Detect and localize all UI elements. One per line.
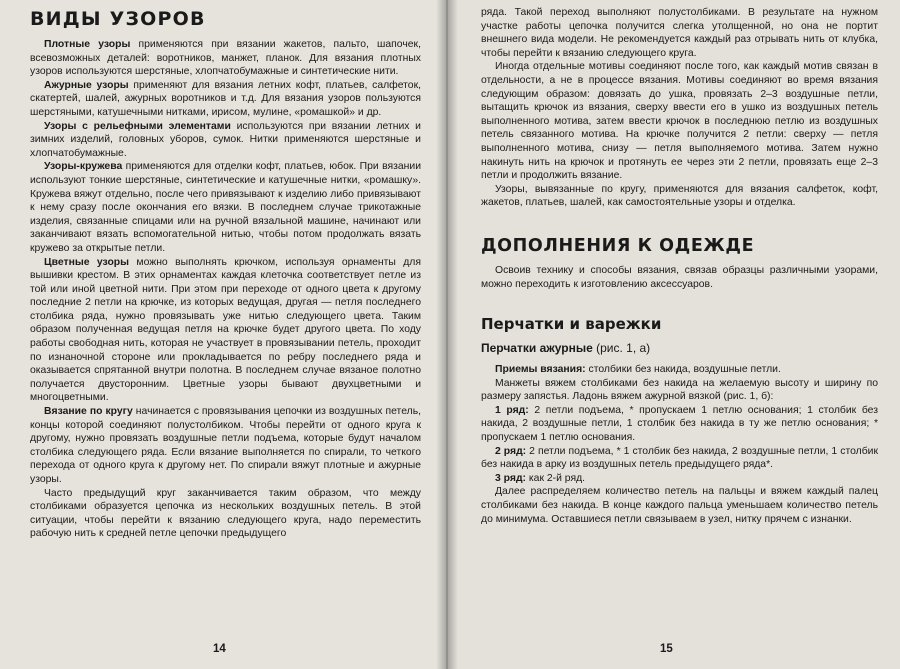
term: Цветные узоры bbox=[44, 256, 130, 268]
page-number: 15 bbox=[660, 643, 673, 655]
row-1: 1 ряд: 2 петли подъема, * пропускаем 1 петлю основания; 1 столбик без накида, 2 воздушные петли, 1 столбик без накида в ту же петлю основания; * пропускаем 1 петлю основания. bbox=[481, 404, 878, 444]
row-3: 3 ряд: как 2-й ряд. bbox=[495, 472, 586, 484]
paragraph-color-patterns: Цветные узоры можно выполнять крючком, используя орнаменты для вышивки крестом. В этих орнаментах каждая клеточка соответствует петле из той или иной цветной нити. При этом при переходе от одного цвета к другому последние 2 петли на крючке, из которых ведущая, другая — петля последнего столбика ряда, нужно провязывать уже нитью следующего цвета. Таким образом полученная ведущая петля на крючке будет другого цвета. По ходу работы свободная нить, которая не участвует в провязывании петель, проходит по изнаночной стороне или прокладывается по ребру последнего ряда и оказывается спрятанной внутри полотна. В последнем случае вязаное полотно получается двусторонним. Цветные узоры бывают двухцветными и многоцветными. bbox=[30, 256, 421, 404]
paragraph-dense-patterns: Плотные узоры применяются при вязании жакетов, пальто, шапочек, всевозможных деталей: воротников, манжет, планок. Для вязания плотных узоров используются шерстяные, хлопчатобумажные и синтетические нити. bbox=[30, 39, 421, 78]
techniques: Приемы вязания: столбики без накида, воздушные петли. bbox=[495, 364, 781, 376]
right-page bbox=[447, 0, 900, 669]
term: Узоры с рельефными элементами bbox=[44, 120, 231, 132]
row-2: 2 ряд: 2 петли подъема, * 1 столбик без накида, 2 воздушные петли, 1 столбик без накида в арку из воздушных петель предыдущего ряда*. bbox=[481, 445, 878, 471]
page-heading: ВИДЫ УЗОРОВ bbox=[30, 8, 206, 30]
paragraph-openwork-patterns: Ажурные узоры применяют для вязания летних кофт, платьев, салфеток, скатертей, шалей, ажурных воротников и т.д. Для вязания узоров пользуются шерстяными, катушечными нитками, ирисом, мулине, «ромашкой» и др. bbox=[30, 79, 421, 118]
term: Ажурные узоры bbox=[44, 79, 129, 91]
paragraph-continuation: ряда. Такой переход выполняют полустолбиками. В результате на нужном участке работы цепочка получится слегка утолщенной, но она не портит внешнего вида модели. Не рекомендуется каждый раз отрывать нить от клубка, чтобы перейти к вязанию следующего круга. bbox=[481, 7, 878, 59]
paragraph-relief-patterns: Узоры с рельефными элементами используются при вязании летних и зимних изделий, головных уборов, сумок. Нитки применяются шерстяные и хлопчатобумажные. bbox=[30, 120, 421, 159]
left-page bbox=[0, 0, 447, 669]
term: Плотные узоры bbox=[44, 39, 131, 50]
item-heading: Перчатки ажурные (рис. 1, а) bbox=[481, 341, 651, 356]
closing-paragraph: Далее распределяем количество петель на пальцы и вяжем каждый палец столбиками без накида. В конце каждого пальца уменьшаем количество петель до минимума. Оставшиеся петли связываем в узел, нитку прячем с изнанки. bbox=[481, 486, 878, 525]
page-number: 14 bbox=[213, 643, 226, 655]
section-intro: Освоив технику и способы вязания, связав образцы различными узорами, можно переходить к изготовлению аксессуаров. bbox=[481, 264, 878, 290]
section-heading: ДОПОЛНЕНИЯ К ОДЕЖДЕ bbox=[481, 235, 755, 256]
subsection-heading: Перчатки и варежки bbox=[481, 315, 662, 334]
paragraph-lace-patterns: Узоры-кружева применяются для отделки кофт, платьев, юбок. При вязании используют тонкие шерстяные, синтетические и катушечные нитки, «ромашку». Кружева вяжут отдельно, после чего привязывают к изделию либо привязывают к нему сразу после окончания его вязки. В последнем случае трикотажные изделия, связанные спицами или на ручной вязальной машине, начинают или заканчивают вязать вспомогательной нитью, чтобы потом продолжать вязать кружево за открытые петли. bbox=[30, 161, 421, 254]
paragraph-round-use: Узоры, вывязанные по кругу, применяются для вязания салфеток, кофт, жакетов, платьев, шалей, как самостоятельные узоры и отделка. bbox=[481, 183, 878, 209]
instructions: Манжеты вяжем столбиками без накида на желаемую высоту и ширину по размеру запястья. Ладонь вяжем ажурной вязкой (рис. 1, б): bbox=[481, 377, 878, 403]
paragraph-motifs: Иногда отдельные мотивы соединяют после того, как каждый мотив связан в отдельности, а не в процессе вязания. Мотивы соединяют во время вязания следующим образом: довязать до ушка, провязать 2–3 воздушные петли, вытащить крючок из вязания, сверху ввести его в ушко из воздушных петель выполненного мотива, затем ввести крючок в последнюю петлю из воздушных петель связанного мотива. На крючке получится 2 петли: сверху — петля выполненного мотива, снизу — петля выполняемого мотива. Затем нужно накинуть нить на крючок и протянуть ее через эти 2 петли, провязать еще 2–3 петли и продолжить вязание. bbox=[481, 61, 878, 182]
term: Вязание по кругу bbox=[44, 406, 133, 418]
paragraph-round-knitting: Вязание по кругу начинается с провязывания цепочки из воздушных петель, концы которой соединяют полустолбиком. Чтобы перейти от одного круга к другому, нужно провязать воздушные петли подъема, которые будут началом столбика следующего ряда. Если вязание выполняется по спирали, то четкого перехода от одного круга к другому нет. По спирали вяжут плотные и ажурные узоры. bbox=[30, 406, 421, 485]
paragraph-previous-round: Часто предыдущий круг заканчивается таким образом, что между столбиками образуется цепочка из нескольких воздушных петель. В этой ситуации, чтобы перейти к вязанию следующего круга, надо переместить рабочую нить к средней петле цепочки предыдущего bbox=[30, 487, 421, 540]
term: Узоры-кружева bbox=[44, 161, 123, 173]
